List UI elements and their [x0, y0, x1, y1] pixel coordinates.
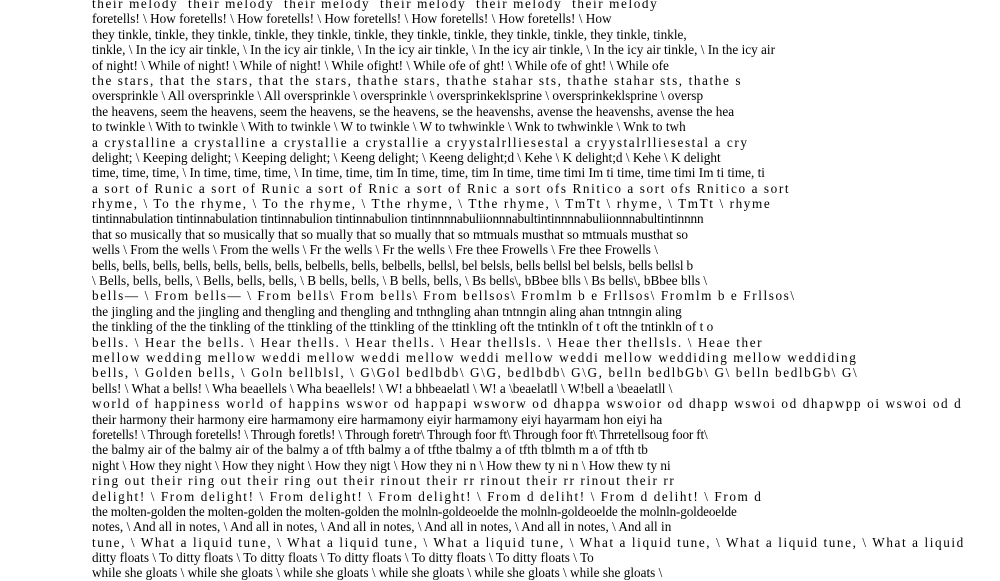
text-line: oversprinkle \ All oversprinkle \ All oversprinkle \ oversprinkle \ oversprinkeklsprine \ oversprinkeklsprine \ oversp [92, 88, 704, 104]
text-line: bells! \ What a bells! \ Wha beaellels \ Wha beaellels! \ W! a bhbeaelatl \ W! a \beaelatll \ W!bell a \beaelatll \ [92, 380, 673, 396]
text-line: tune, \ What a liquid tune, \ What a liquid tune, \ What a liquid tune, \ What a liquid tune, \ What a liquid tune, \ What a liquid [92, 534, 965, 550]
text-line: the stars, that the stars, that the stars, thathe stars, thathe stahar sts, thathe stahar sts, thathe s [92, 72, 743, 88]
text-line: ditty floats \ To ditty floats \ To ditty floats \ To ditty floats \ To ditty floats \ To ditty floats \ To [92, 550, 594, 566]
text-line: bells. \ Hear the bells. \ Hear thells. \ Hear thells. \ Hear thellsls. \ Heae ther thellsls. \ Heae ther [92, 334, 764, 350]
text-line: the heavens, seem the heavens, seem the heavens, se the heavens, se the heavenshs, avense the heavenshs, avense the hea [92, 103, 735, 119]
text-line: the molten-golden the molten-golden the molten-golden the molnln-goldeoelde the molnln-goldeoelde the molnln-goldeoelde [92, 503, 737, 519]
text-line: bells, \ Golden bells, \ Goln bellblsl, \ G\Gol bedlbdb\ G\G, bedlbdb\ G\G, belln bedlbGb\ G\ belln bedlbGb\ G\ [92, 365, 859, 381]
text-line: while she gloats \ while she gloats \ while she gloats \ while she gloats \ while she gloats \ while she gloats \ [92, 565, 663, 581]
text-line: rhyme, \ To the rhyme, \ To the rhyme, \ Tthe rhyme, \ Tthe rhyme, \ TmTt \ rhyme, \ TmTt \ rhyme [92, 196, 772, 212]
text-line: tintinnabulation tintinnabulation tintinnabulion tintinnabulion tintinnnnabuliionnnabultintinnnnabuliionnnabultintinnnn [92, 211, 704, 227]
text-line: world of happiness world of happins wswor od happapi wsworw od dhappa wswoior od dhapp wswoi od dhapwpp oi wswoi od d [92, 396, 963, 412]
text-line: of night! \ While of night! \ While of night! \ While ofight! \ While ofe of ght! \ While ofe of ght! \ While ofe [92, 57, 669, 73]
text-line: delight; \ Keeping delight; \ Keeping delight; \ Keeng delight; \ Keeng delight;d \ Kehe \ K delight;d \ Kehe \ K delight [92, 149, 721, 165]
text-line: the balmy air of the balmy air of the balmy a of tfth balmy a of tfthe tbalmy a of tfth tblmth m a of tfth tb [92, 442, 648, 458]
text-line: bells— \ From bells— \ From bells\ From bells\ From bellsos\ Fromlm b e Frllsos\ Fromlm b e Frllsos\ [92, 288, 796, 304]
text-line: mellow wedding mellow weddi mellow weddi mellow weddi mellow weddi mellow weddiding mellow weddiding [92, 349, 858, 365]
text-line: tinkle, \ In the icy air tinkle, \ In the icy air tinkle, \ In the icy air tinkle, \ In the icy air tinkle, \ In the icy air tinkle, \ In the icy air [92, 42, 776, 58]
text-line: night \ How they night \ How they night \ How they nigt \ How they ni n \ How thew ty ni n \ How thew ty ni [92, 457, 671, 473]
text-line: bells, bells, bells, bells, bells, bells, bells, belbells, bells, belbells, bellsl, bel belsls, bells bellsl bel belsls, bells bellsl b [92, 257, 693, 273]
text-line: their melody their melody their melody their melody their melody their melody [92, 0, 659, 11]
text-line: wells \ From the wells \ From the wells \ Fr the wells \ Fr the wells \ Fre thee Frowells \ Fre thee Frowells \ [92, 242, 658, 258]
repeated-poem-text [92, 0, 965, 581]
text-line: that so musically that so musically that so mually that so mually that so mtmuals musthat so mtmuals musthat so [92, 226, 688, 242]
text-line: delight! \ From delight! \ From delight! \ From delight! \ From d deliht! \ From d deliht! \ From d [92, 488, 763, 504]
text-line: foretells! \ How foretells! \ How foretells! \ How foretells! \ How foretells! \ How foretells! \ How [92, 11, 612, 27]
text-line: a sort of Runic a sort of Runic a sort of Rnic a sort of Rnic a sort ofs Rnitico a sort ofs Rnitico a sort [92, 180, 791, 196]
text-line: time, time, time, \ In time, time, time, \ In time, time, tim In time, time, tim In time, time timi Im ti time, time timi Im ti time, ti [92, 165, 765, 181]
text-line: their harmony their harmony eire harmamony eire harmamony eiyir harmamony eiyi hayarmam hon eiyi ha [92, 411, 663, 427]
text-line: the tinkling of the the tinkling of the ttinkling of the ttinkling of the ttinkling oft the tntinkln of t oft the tntinkln of t o [92, 319, 714, 335]
text-line: notes, \ And all in notes, \ And all in notes, \ And all in notes, \ And all in notes, \ And all in notes, \ And all in [92, 519, 672, 535]
text-line: ring out their ring out their ring out their rinout their rr rinout their rr rinout their rr [92, 473, 676, 489]
text-line: \ Bells, bells, bells, \ Bells, bells, bells, \ B bells, bells, \ B bells, bells, \ Bs bells\, bBbee blls \ Bs bells\, bBbee blls \ [92, 273, 708, 289]
text-line: they tinkle, tinkle, they tinkle, tinkle, they tinkle, tinkle, they tinkle, tinkle, they tinkle, tinkle, they tinkle, tinkle, [92, 26, 687, 42]
text-line: foretells! \ Through foretells! \ Through foretls! \ Through foretr\ Through foor ft\ Through foor ft\ Thrretellsoug foor ft\ [92, 426, 708, 442]
text-line: to twinkle \ With to twinkle \ With to twinkle \ W to twinkle \ W to twhwinkle \ Wnk to twhwinkle \ Wnk to twh [92, 119, 686, 135]
text-line: a crystalline a crystalline a crystallie a crystallie a cryystalrlliesestal a cryystalrlliesestal a cry [92, 134, 749, 150]
text-line: the jingling and the jingling and thengling and thengling and tnthngling ahan tntnngin aling ahan tntnngin aling [92, 303, 682, 319]
